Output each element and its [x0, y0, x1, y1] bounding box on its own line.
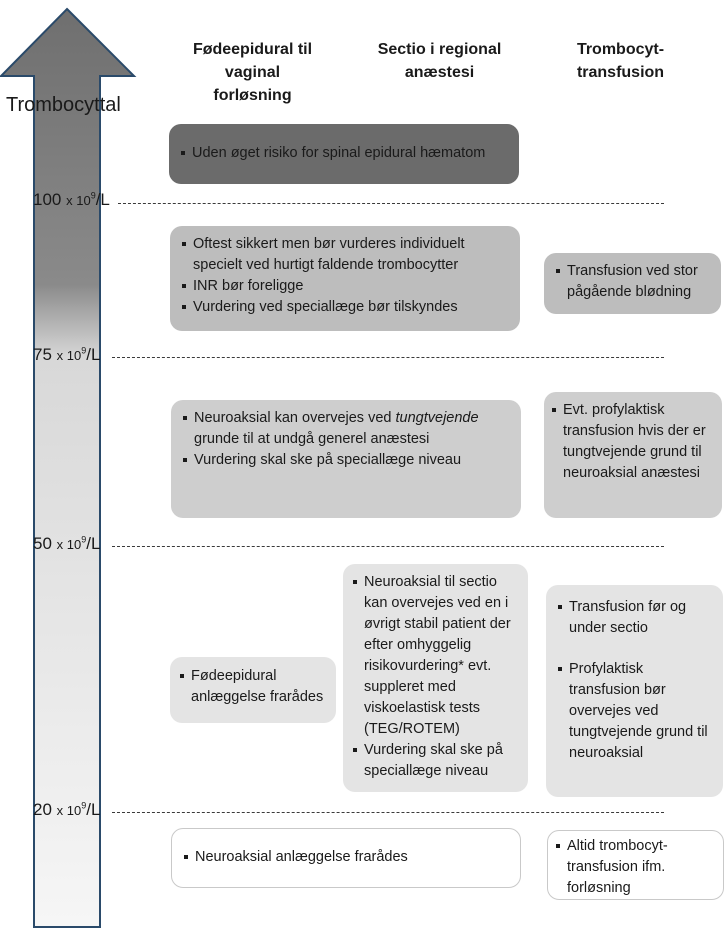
list-item: Vurdering skal ske på speciallæge niveau [353, 740, 518, 782]
list-item: Neuroaksial kan overvejes ved tungtvejende grunde til at undgå generel anæstesi [183, 408, 509, 450]
level-line-100 [118, 203, 664, 204]
column-header-line: forløsning [213, 87, 292, 104]
level-label-75: 75 x $10^9/L$ [33, 345, 101, 364]
level-label-20: 20 x $10^9/L$ [33, 800, 101, 819]
box-20-50-fodeepidural [170, 657, 336, 723]
box-50-75-transfusion [544, 392, 722, 518]
column-header-sectio [352, 38, 527, 84]
level-line-75 [112, 357, 664, 358]
box-20-50-sectio [343, 564, 528, 792]
column-header-line: transfusion [576, 64, 665, 81]
arrow-shape [1, 9, 134, 927]
list-item: Altid trombocyt-transfusion ifm. forløsning [556, 836, 715, 899]
box-below20-neuraxial [171, 828, 521, 888]
box-below20-transfusion [547, 830, 724, 900]
level-line-20 [112, 812, 664, 813]
list-item: Uden øget risiko for spinal epidural hæmatom [181, 143, 507, 164]
box-50-75-neuraxial [171, 400, 521, 518]
box-75-100-neuraxial [170, 226, 520, 331]
list-item: Neuroaksial anlæggelse frarådes [184, 847, 508, 868]
column-header-fodeepidural [170, 38, 335, 107]
level-label-100: 100 x $10^9/L$ [33, 190, 110, 209]
list-item: Vurdering skal ske på speciallæge niveau [183, 450, 509, 471]
column-header-line: Fødeepidural til [192, 41, 313, 58]
level-line-50 [112, 546, 664, 547]
list-item: INR bør foreligge [182, 276, 508, 297]
list-item: Vurdering ved speciallæge bør tilskyndes [182, 297, 508, 318]
list-item: Fødeepidural anlæggelse frarådes [180, 666, 326, 708]
list-item: Oftest sikkert men bør vurderes individuelt specielt ved hurtigt faldende trombocytter [182, 234, 508, 276]
column-header-transfusion [548, 38, 693, 84]
level-label-50: 50 x $10^9/L$ [33, 534, 101, 553]
list-item: Neuroaksial til sectio kan overvejes ved en i øvrigt stabil patient der efter omhyggelig risikovurdering* evt. suppleret med viskoelastisk tests (TEG/ROTEM) [353, 572, 518, 740]
list-item: Evt. profylaktisk transfusion hvis der er tungtvejende grund til neuroaksial anæstesi [552, 400, 714, 484]
box-above100-neuraxial [169, 124, 519, 184]
list-item: Profylaktisk transfusion bør overvejes ved tungtvejende grund til neuroaksial [558, 659, 711, 764]
column-header-line: Sectio i regional [377, 41, 502, 58]
column-header-line: vaginal [224, 64, 281, 81]
list-item: Transfusion ved stor pågående blødning [556, 261, 709, 303]
column-header-line: Trombocyt- [576, 41, 665, 58]
axis-title: Trombocyttal [6, 94, 121, 116]
box-75-100-transfusion [544, 253, 721, 314]
trombocyt-scale-arrow [0, 0, 140, 932]
column-header-line: anæstesi [404, 64, 475, 81]
box-20-50-transfusion [546, 585, 723, 797]
list-item: Transfusion før og under sectio [558, 597, 711, 639]
